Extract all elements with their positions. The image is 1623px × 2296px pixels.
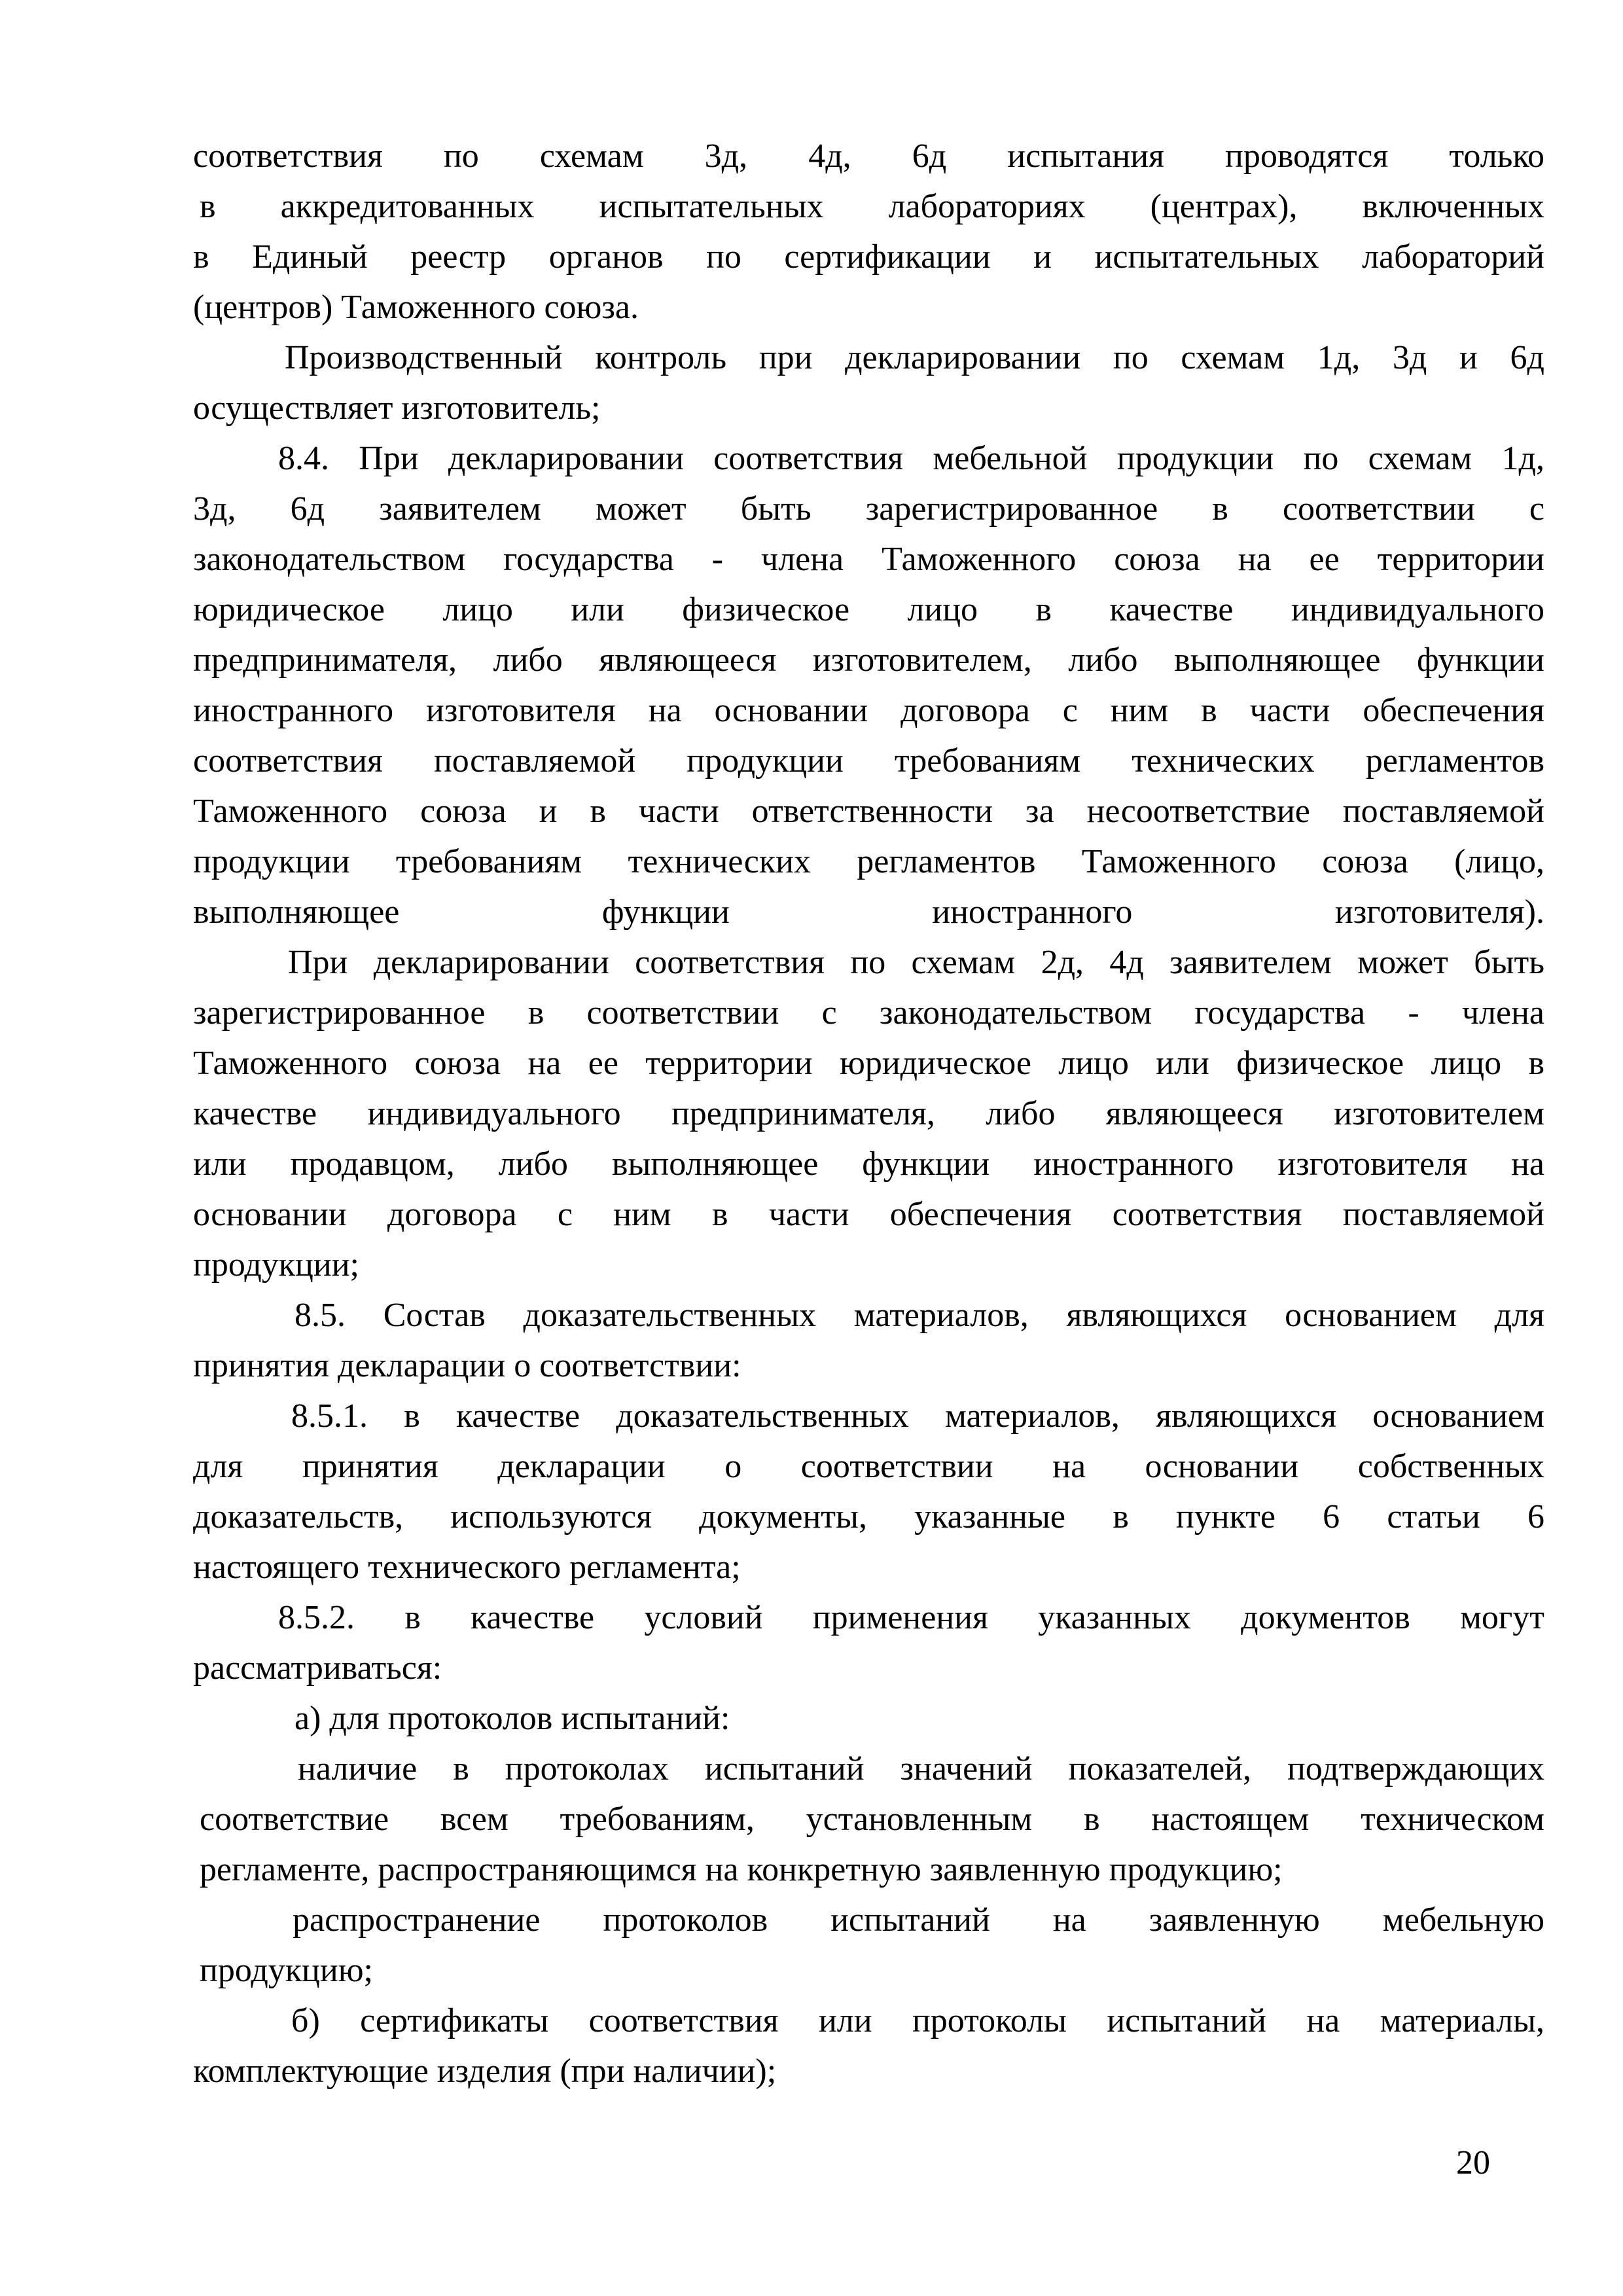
text-line: соответствия поставляемой продукции требованиям технических регламентов: [193, 742, 1544, 780]
page-number: 20: [1456, 2144, 1490, 2181]
text-line: в Единый реестр органов по сертификации и испытательных лабораторий: [193, 238, 1544, 276]
text-line: в аккредитованных испытательных лабораториях (центрах), включенных: [200, 188, 1544, 225]
text-line: или продавцом, либо выполняющее функции иностранного изготовителя на: [193, 1145, 1544, 1183]
text-line: 8.5. Состав доказательственных материалов, являющихся основанием для: [294, 1297, 1544, 1334]
text-line: основании договора с ним в части обеспечения соответствия поставляемой: [193, 1196, 1544, 1233]
text-line: продукции требованиям технических регламентов Таможенного союза (лицо,: [193, 843, 1544, 880]
document-page: [193, 131, 1544, 2096]
text-line: выполняющее функции иностранного изготовителя).: [193, 893, 1544, 931]
text-line: регламенте, распространяющимся на конкретную заявленную продукцию;: [200, 1851, 1283, 1888]
text-line: настоящего технического регламента;: [193, 1549, 741, 1586]
text-line: качестве индивидуального предпринимателя, либо являющееся изготовителем: [193, 1095, 1544, 1132]
text-line: распространение протоколов испытаний на заявленную мебельную: [293, 1901, 1544, 1939]
text-line: зарегистрированное в соответствии с законодательством государства - члена: [193, 994, 1544, 1031]
text-line: для принятия декларации о соответствии на основании собственных: [193, 1448, 1544, 1485]
text-line: законодательством государства - члена Таможенного союза на ее территории: [193, 541, 1544, 578]
text-line: предпринимателя, либо являющееся изготовителем, либо выполняющее функции: [193, 641, 1544, 679]
text-line: 3д, 6д заявителем может быть зарегистрированное в соответствии с: [193, 490, 1544, 528]
text-line: юридическое лицо или физическое лицо в качестве индивидуального: [193, 591, 1544, 628]
text-line: (центров) Таможенного союза.: [193, 289, 639, 326]
text-line: 8.5.2. в качестве условий применения указанных документов могут: [278, 1599, 1544, 1636]
text-line: продукции;: [193, 1246, 359, 1283]
text-line: 8.4. При декларировании соответствия мебельной продукции по схемам 1д,: [278, 440, 1544, 477]
text-line: б) сертификаты соответствия или протоколы испытаний на материалы,: [291, 2002, 1544, 2039]
text-line: а) для протоколов испытаний:: [294, 1700, 730, 1737]
text-line: Таможенного союза и в части ответственности за несоответствие поставляемой: [193, 793, 1544, 830]
text-line: соответствие всем требованиям, установленным в настоящем техническом: [200, 1801, 1544, 1838]
text-line: соответствия по схемам 3д, 4д, 6д испытания проводятся только: [193, 137, 1544, 175]
text-line: продукцию;: [200, 1952, 374, 1989]
text-line: Таможенного союза на ее территории юридическое лицо или физическое лицо в: [193, 1045, 1544, 1082]
text-line: рассматриваться:: [193, 1649, 442, 1687]
text-line: Производственный контроль при декларировании по схемам 1д, 3д и 6д: [285, 339, 1544, 376]
text-line: комплектующие изделия (при наличии);: [193, 2053, 777, 2090]
text-line: наличие в протоколах испытаний значений показателей, подтверждающих: [298, 1750, 1544, 1787]
text-line: иностранного изготовителя на основании договора с ним в части обеспечения: [193, 692, 1544, 729]
text-line: доказательств, используются документы, указанные в пункте 6 статьи 6: [193, 1498, 1544, 1535]
text-line: 8.5.1. в качестве доказательственных материалов, являющихся основанием: [291, 1397, 1544, 1435]
text-line: осуществляет изготовитель;: [193, 389, 601, 427]
text-line: При декларировании соответствия по схемам 2д, 4д заявителем может быть: [288, 944, 1544, 981]
text-line: принятия декларации о соответствии:: [193, 1347, 741, 1384]
